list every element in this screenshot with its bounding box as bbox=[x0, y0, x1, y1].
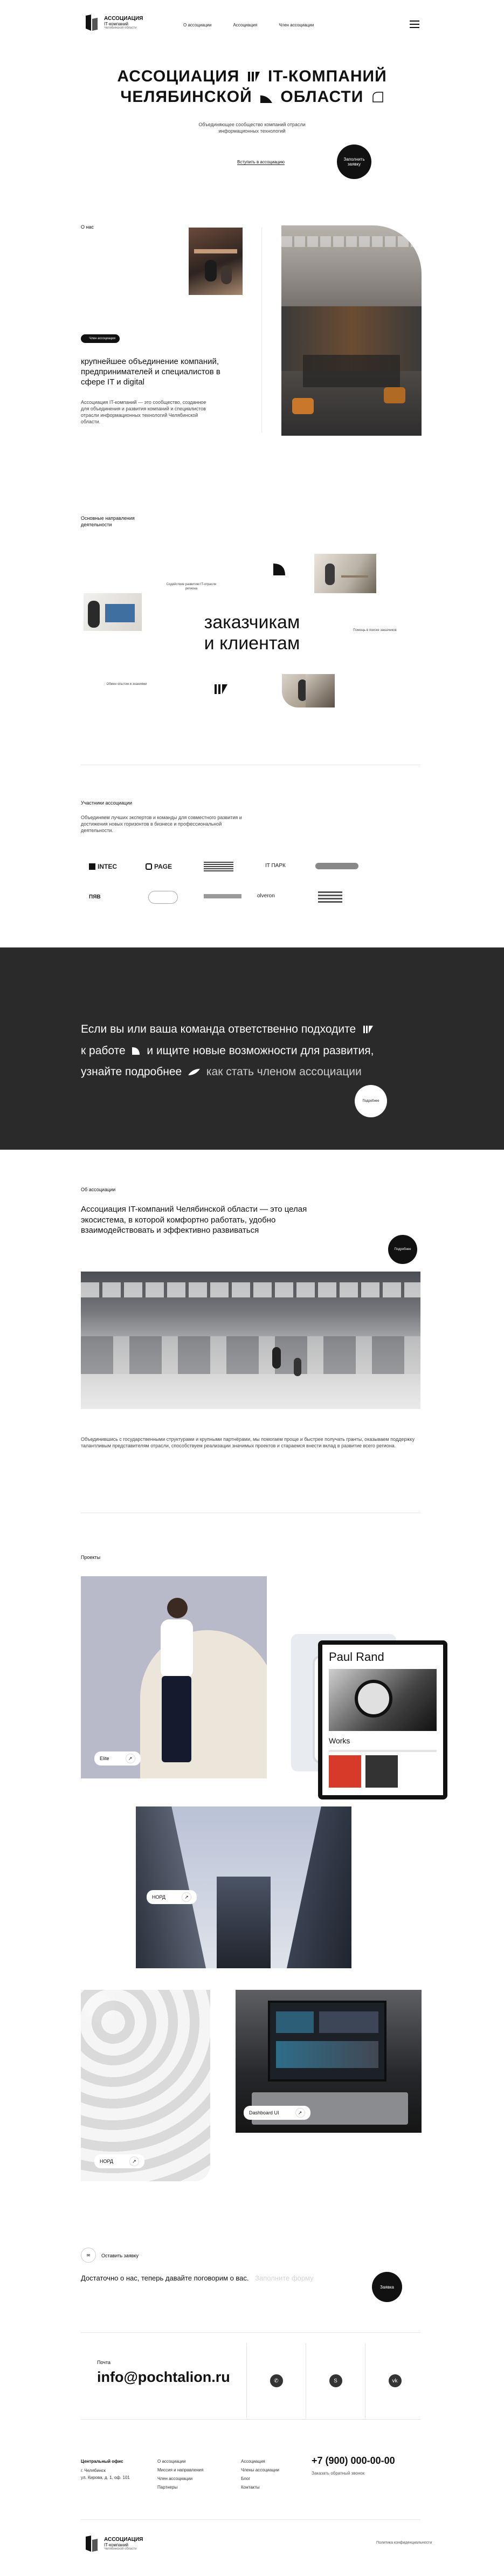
footer-link[interactable]: Контакты bbox=[241, 2485, 260, 2490]
project-chip-1[interactable]: Elite ↗ bbox=[94, 1751, 141, 1766]
hero-title-line2: ЧЕЛЯБИНСКОЙ ОБЛАСТИ bbox=[0, 88, 504, 106]
footer-link[interactable]: Миссия и направления bbox=[157, 2468, 204, 2472]
menu-icon[interactable] bbox=[410, 20, 419, 28]
assoc-label: Об ассоциации bbox=[81, 1187, 116, 1192]
members-label: Участники ассоциации bbox=[81, 800, 133, 806]
about-label: О нас bbox=[81, 224, 94, 230]
leaf-white-icon bbox=[188, 1062, 200, 1082]
project-card-1[interactable] bbox=[81, 1576, 267, 1778]
project-card-4[interactable] bbox=[81, 1990, 210, 2181]
footer-nav-2 bbox=[241, 2459, 279, 2493]
divider bbox=[81, 2332, 420, 2333]
logo-region: Челябинской области bbox=[104, 26, 137, 30]
project-card-3[interactable] bbox=[136, 1806, 351, 1968]
assoc-text: Объединившись с государственными структурами и крупными партнёрами, мы помогаем проще и быстрее получать гранты, оказываем поддержку талантливым представителям отрасли, способствуем реализации значимых проектов и стараемся внести вклад в развитие всего региона. bbox=[81, 1437, 415, 1449]
partner-logo-7 bbox=[148, 891, 178, 904]
arrow-icon: ↗ bbox=[126, 1754, 135, 1763]
partner-logo-pyav: ПЯВ bbox=[89, 894, 101, 900]
project-chip-5[interactable]: Dashboard UI ↗ bbox=[244, 2106, 310, 2120]
footer-link[interactable]: Ассоциация bbox=[241, 2459, 265, 2464]
partner-logo-itpark: IT ПАРК bbox=[265, 863, 286, 869]
footer-link[interactable]: Партнеры bbox=[157, 2485, 178, 2490]
project-paul-rand-title: Paul Rand bbox=[329, 1650, 384, 1664]
partner-logo-page: PAGE bbox=[146, 863, 172, 870]
nav-item-association[interactable]: Ассоциация bbox=[233, 23, 258, 28]
join-banner bbox=[0, 947, 504, 1150]
partner-logo-3 bbox=[204, 862, 233, 871]
project-card-5[interactable] bbox=[236, 1990, 422, 2133]
stripes-icon bbox=[248, 68, 260, 80]
footer-link[interactable]: Блог bbox=[241, 2476, 251, 2481]
hero-cta-button[interactable]: Заполнить заявку bbox=[337, 145, 371, 179]
contact-text: Достаточно о нас, теперь давайте поговорим о вас. Заполните форму bbox=[81, 2274, 314, 2282]
footer-link[interactable]: О ассоциации bbox=[157, 2459, 186, 2464]
project-tablet[interactable] bbox=[318, 1640, 447, 1799]
arrow-icon: ↗ bbox=[129, 2156, 139, 2166]
logo-title: АССОЦИАЦИЯ bbox=[104, 2537, 143, 2543]
footer-policy-link[interactable]: Политика конфиденциальности bbox=[376, 2541, 432, 2545]
footer-address: Центральный офис г. Челябинск ул. Кирова, д. 1, оф. 101 bbox=[81, 2459, 130, 2480]
directions-photo-top bbox=[314, 554, 376, 593]
logo-subtitle: IT-компаний bbox=[104, 2543, 129, 2547]
directions-note-right: Помощь в поиске заказчиков bbox=[353, 629, 397, 632]
member-badge: Член ассоциации bbox=[81, 334, 120, 343]
project-chip-3[interactable]: НОРД ↗ bbox=[147, 1890, 197, 1904]
footer-link[interactable]: Члены ассоциации bbox=[241, 2468, 279, 2472]
project-chip-4[interactable]: НОРД ↗ bbox=[94, 2154, 144, 2168]
social-whatsapp[interactable] bbox=[246, 2343, 306, 2419]
about-text: Ассоциация IT-компаний — это сообщество, созданное для объединения и развития компаний и специалистов отрасли информационных технологий Челябинской области. bbox=[81, 400, 206, 425]
hero-title-line1: АССОЦИАЦИЯ IT-КОМПАНИЙ bbox=[117, 67, 387, 85]
quarter-white-icon bbox=[132, 1041, 141, 1062]
divider bbox=[261, 228, 262, 432]
partner-logo-5 bbox=[315, 863, 358, 869]
footer-nav-1 bbox=[157, 2459, 203, 2493]
divider bbox=[81, 2519, 420, 2520]
about-small-photo bbox=[189, 228, 243, 295]
footer-phone[interactable]: +7 (900) 000-00-00 bbox=[312, 2455, 395, 2466]
contact-label-icon: ✉ bbox=[81, 2248, 96, 2263]
directions-note-top: Содействие развитию IT-отрасли региона bbox=[166, 583, 217, 591]
nav-item-member[interactable]: Член ассоциации bbox=[279, 23, 314, 28]
header-logo[interactable] bbox=[84, 13, 143, 35]
whatsapp-icon: ✆ bbox=[270, 2374, 283, 2387]
stripes-small-icon bbox=[215, 682, 229, 696]
logo-subtitle: IT-компаний bbox=[104, 22, 129, 26]
vk-icon: vk bbox=[389, 2374, 402, 2387]
directions-center-text: заказчикам и клиентам bbox=[204, 612, 300, 654]
contact-cta-button[interactable]: Заявка bbox=[372, 2272, 402, 2302]
partner-logo-8 bbox=[204, 894, 241, 898]
footer-link[interactable]: Член ассоциации bbox=[157, 2476, 193, 2481]
projects-label: Проекты bbox=[81, 1555, 101, 1560]
about-office-photo bbox=[281, 225, 422, 436]
quarter-circle-icon bbox=[273, 564, 285, 575]
assoc-cta-button[interactable]: Подробнее bbox=[388, 1235, 417, 1264]
logo-icon bbox=[84, 2534, 100, 2553]
stripes-white-icon bbox=[363, 1020, 373, 1041]
hero-subtitle: Объединяющее сообщество компаний отрасли информационных технологий bbox=[198, 122, 306, 134]
project-works-title: Works bbox=[329, 1736, 350, 1745]
hero-join-link[interactable]: Вступить в ассоциацию bbox=[237, 160, 285, 164]
skype-icon: S bbox=[329, 2374, 342, 2387]
social-skype[interactable] bbox=[306, 2343, 365, 2419]
mail-label: Почта bbox=[97, 2360, 111, 2365]
main-nav bbox=[183, 23, 314, 28]
social-vk[interactable] bbox=[365, 2343, 424, 2419]
partner-logo-olveron: olveron bbox=[257, 893, 275, 899]
banner-cta-button[interactable]: Подробнее bbox=[355, 1085, 387, 1117]
divider bbox=[81, 2419, 420, 2420]
logo-icon bbox=[84, 13, 100, 32]
arrow-icon: ↗ bbox=[182, 1892, 191, 1902]
directions-note-left: Обмен опытом и знаниями bbox=[106, 683, 147, 686]
about-heading: крупнейшее объединение компаний, предпринимателей и специалистов в сфере IT и digital bbox=[81, 357, 220, 387]
logo-title: АССОЦИАЦИЯ bbox=[104, 16, 143, 22]
assoc-office-photo bbox=[81, 1272, 420, 1409]
footer-logo[interactable] bbox=[84, 2534, 143, 2556]
members-text: Объединяем лучших экспертов и команды для совместного развития и достижения новых горизонтов в бизнесе и профессиональной деятельности. bbox=[81, 815, 242, 834]
directions-label: Основные направления деятельности bbox=[81, 516, 135, 528]
contact-label: Оставить заявку bbox=[101, 2253, 139, 2258]
nav-item-about[interactable]: О ассоциации bbox=[183, 23, 212, 28]
arrow-icon: ↗ bbox=[295, 2108, 305, 2118]
quarter-shape-icon bbox=[260, 89, 272, 101]
contact-email[interactable]: info@pochtalion.ru bbox=[97, 2369, 230, 2385]
footer-callback-link[interactable]: Заказать обратный звонок bbox=[312, 2471, 365, 2476]
banner-text: Если вы или ваша команда ответственно подходите к работе и ищите новые возможности для развития, узнайте подробнее как стать членом ассоциации bbox=[81, 1019, 374, 1082]
partner-logo-10 bbox=[318, 891, 342, 903]
logo-region: Челябинской области bbox=[104, 2547, 137, 2551]
partner-logo-intec: INTEC bbox=[89, 863, 117, 870]
assoc-heading: Ассоциация IT-компаний Челябинской области — это целая экосистема, в которой комфортно работать, удобно взаимодействовать и эффективно развиваться bbox=[81, 1205, 307, 1235]
outline-shape-icon bbox=[372, 89, 384, 101]
directions-photo-bottom2 bbox=[306, 674, 335, 707]
